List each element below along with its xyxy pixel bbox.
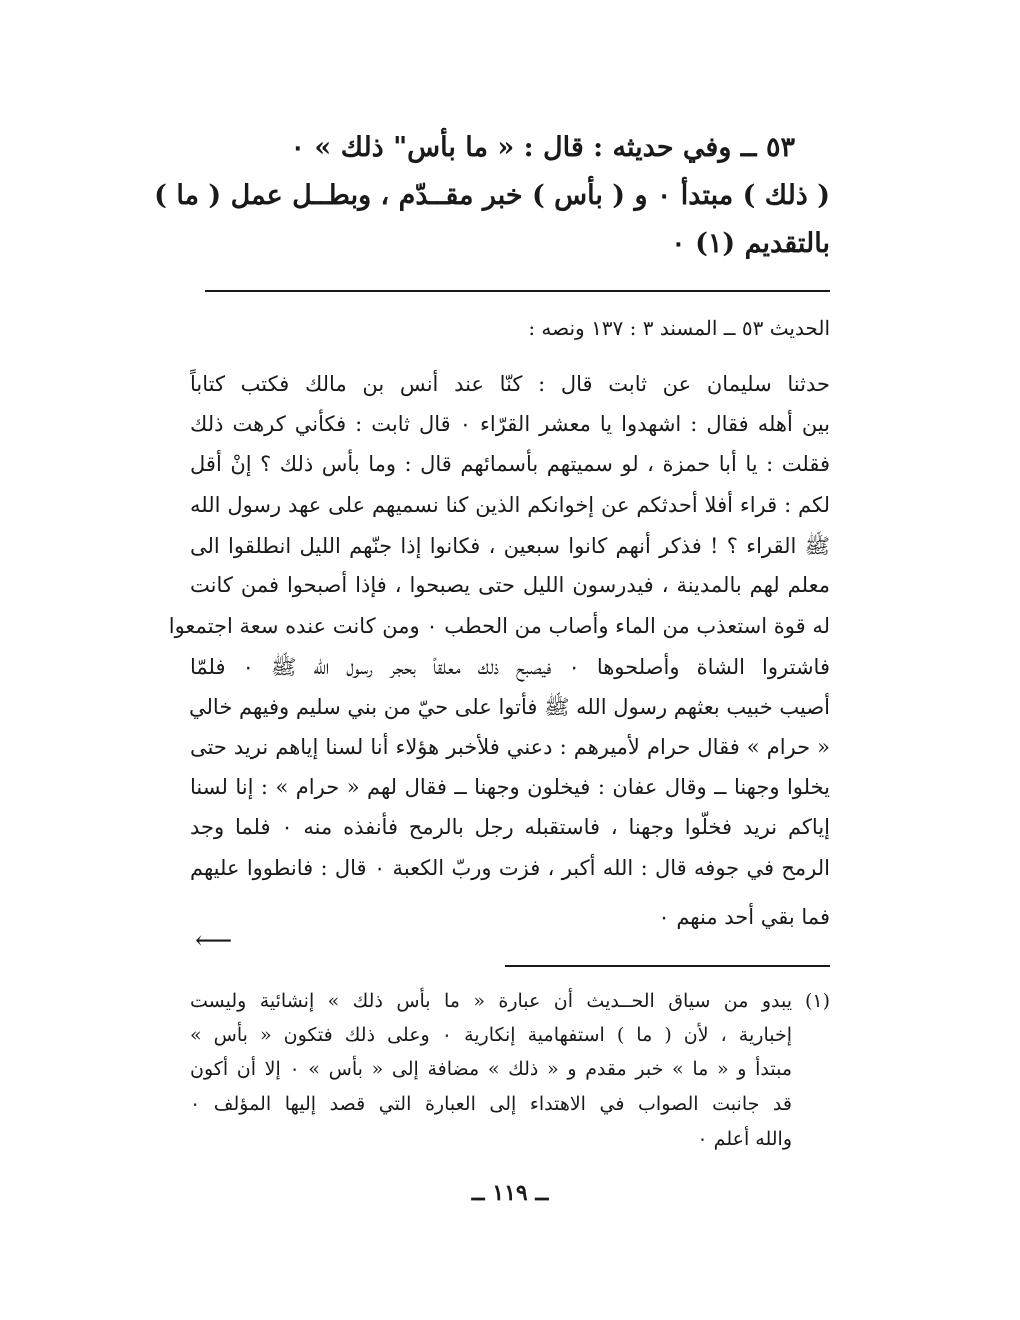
hadith-text-line: حدثنا سليمان عن ثابت قال : كنّا عند أنس بن مالك فكتب كتاباً (190, 372, 830, 396)
hadith-text-line: ﷺ القراء ؟ ! فذكر أنهم كانوا سبعين ، فكانوا إذا جنّهم الليل انطلقوا الى (190, 534, 830, 558)
footnote-line: قد جانبت الصواب في الاهتداء إلى العبارة التي قصد إليها المؤلف ٠ (190, 1093, 792, 1115)
hadith-text-line: لكم : قراء أفلا أحدثكم عن إخوانكم الذين كنا نسميهم على عهد رسول الله (190, 493, 830, 517)
grammar-note-line: ( ذلك ) مبتدأ ٠ و ( بأس ) خبر مقــدّم ، وبطــل عمل ( ما ) (154, 180, 830, 211)
source-citation: الحديث ٥٣ ــ المسند ٣ : ١٣٧ ونصه : (528, 316, 830, 340)
hadith-text-line: « حرام » فقال حرام لأميرهم : دعني فلأخبر هؤلاء أنا لسنا إياهم نريد حتى (190, 735, 830, 759)
hadith-text-line: فما بقي أحد منهم ٠ (658, 905, 830, 929)
footnote-number: (١) (804, 990, 830, 1012)
hadith-text-line: فقلت : يا أبا حمزة ، لو سميتهم بأسمائهم قال : وما بأس ذلك ؟ إنْ أقل (190, 452, 830, 476)
footnote-line: والله أعلم ٠ (697, 1128, 792, 1150)
continue-arrow-icon: ⟵ (195, 926, 233, 956)
hadith-text-line: يخلوا وجهنا ــ وقال عفان : فيخلون وجهنا ــ فقال لهم « حرام » : إنا لسنا (190, 775, 830, 799)
hadith-heading: ٥٣ ــ وفي حديثه : قال : « ما بأس" ذلك » ٠ (290, 132, 795, 163)
hadith-text-line: له قوة استعذب من الماء وأصاب من الحطب ٠ ومن كانت عنده سعة اجتمعوا (168, 614, 830, 638)
section-divider (205, 290, 830, 292)
grammar-note-line: بالتقديم (١) ٠ (671, 228, 830, 259)
hadith-text-line: فاشتروا الشاة وأصلحوها ٠ فيصبح ذلك معلقاً بحجر رسول الله ﷺ ٠ فلمّا (190, 655, 830, 679)
hadith-text-line: معلم لهم بالمدينة ، فيدرسون الليل حتى يصبحوا ، فإذا أصبحوا فمن كانت (190, 573, 830, 597)
footnote-divider (505, 965, 830, 967)
hadith-text-line: إياكم نريد فخلّوا وجهنا ، فاستقبله رجل بالرمح فأنفذه منه ٠ فلما وجد (190, 815, 830, 839)
hadith-text-line: أصيب خبيب بعثهم رسول الله ﷺ فأتوا على حيّ من بني سليم وفيهم خالي (189, 695, 830, 719)
footnote-line: يبدو من سياق الحــديث أن عبارة « ما بأس ذلك » إنشائية وليست (190, 990, 792, 1012)
hadith-text-line: بين أهله فقال : اشهدوا يا معشر القرّاء ٠ قال ثابت : فكأني كرهت ذلك (190, 412, 831, 436)
page-number: ــ ١١٩ ــ (471, 1180, 549, 1206)
footnote-line: إخبارية ، لأن ( ما ) استفهامية إنكارية ٠ وعلى ذلك فتكون « بأس » (190, 1024, 792, 1046)
hadith-text-line: الرمح في جوفه قال : الله أكبر ، فزت وربّ الكعبة ٠ قال : فانطووا عليهم (190, 856, 830, 880)
footnote-line: مبتدأ و « ما » خبر مقدم و « ذلك » مضافة إلى « بأس » ٠ إلا أن أكون (190, 1058, 792, 1080)
